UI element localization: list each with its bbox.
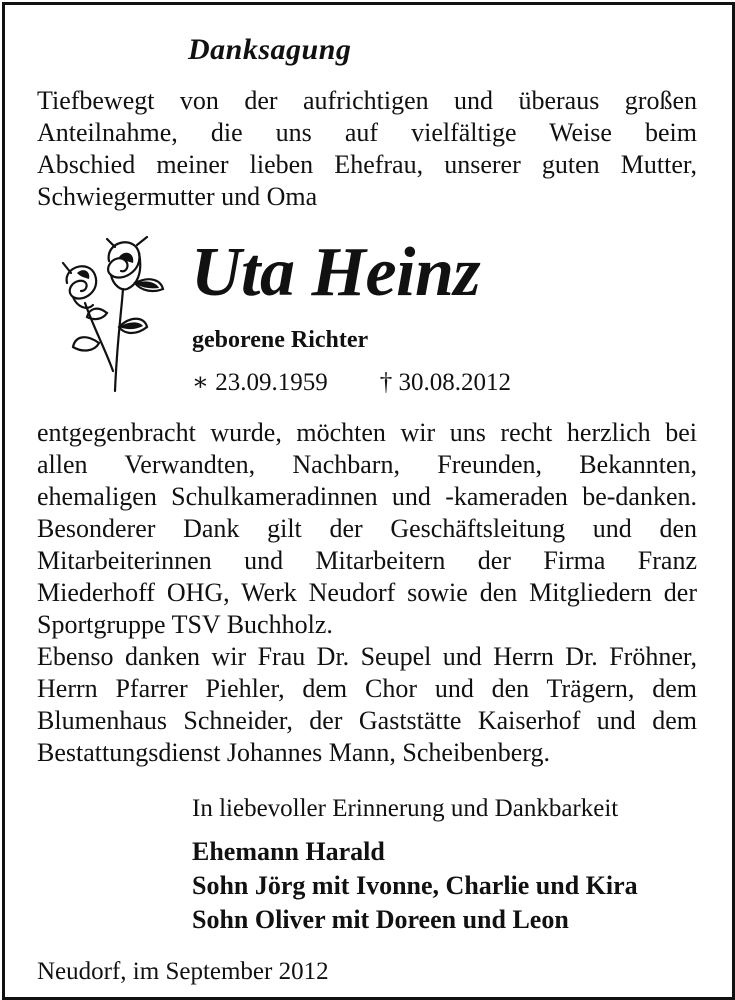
body-line: Sportgruppe TSV Buchholz. bbox=[37, 610, 333, 639]
body-line: Herrn Pfarrer Piehler, dem Chor und den Trägern, dem bbox=[37, 674, 697, 703]
intro-line: Schwiegermutter und Oma bbox=[37, 182, 318, 211]
deceased-name: Uta Heinz bbox=[191, 234, 481, 311]
death-date: † 30.08.2012 bbox=[379, 369, 511, 396]
body-line: entgegenbracht wurde, möchten wir uns recht herzlich bei bbox=[37, 418, 697, 447]
closing-line: In liebevoller Erinnerung und Dankbarkeit bbox=[192, 795, 619, 822]
intro-line: Anteilnahme, die uns auf vielfältige Weise beim bbox=[37, 118, 697, 147]
thanks-text bbox=[37, 417, 697, 769]
rose-icon bbox=[55, 231, 165, 393]
notice-title: Danksagung bbox=[188, 33, 352, 66]
birth-date: ∗ 23.09.1959 bbox=[192, 369, 328, 396]
body-line: Blumenhaus Schneider, der Gaststätte Kaiserhof und dem bbox=[37, 706, 697, 735]
body-line: Mitarbeiterinnen und Mitarbeitern der Firma Franz bbox=[37, 546, 697, 575]
life-dates bbox=[192, 367, 511, 397]
body-line: Besonderer Dank gilt der Geschäftsleitung und den bbox=[37, 514, 697, 543]
body-line: Bestattungsdienst Johannes Mann, Scheibenberg. bbox=[37, 738, 550, 767]
signer: Sohn Jörg mit Ivonne, Charlie und Kira bbox=[192, 871, 638, 900]
signers-list bbox=[192, 835, 638, 937]
body-line: Miederhoff OHG, Werk Neudorf sowie den Mitgliedern der bbox=[37, 578, 697, 607]
intro-line: Abschied meiner lieben Ehefrau, unserer guten Mutter, bbox=[37, 150, 697, 179]
maiden-name: geborene Richter bbox=[192, 327, 369, 353]
signer: Ehemann Harald bbox=[192, 837, 385, 866]
place-date: Neudorf, im September 2012 bbox=[37, 958, 329, 985]
intro-text bbox=[37, 85, 697, 213]
body-line: ehemaligen Schulkameradinnen und -kameraden be-danken. bbox=[37, 482, 697, 511]
intro-line: Tiefbewegt von der aufrichtigen und überaus großen bbox=[37, 86, 697, 115]
body-line: Ebenso danken wir Frau Dr. Seupel und Herrn Dr. Fröhner, bbox=[37, 642, 697, 671]
signer: Sohn Oliver mit Doreen und Leon bbox=[192, 905, 569, 934]
body-line: allen Verwandten, Nachbarn, Freunden, Bekannten, bbox=[37, 450, 697, 479]
obituary-notice bbox=[2, 2, 735, 1000]
